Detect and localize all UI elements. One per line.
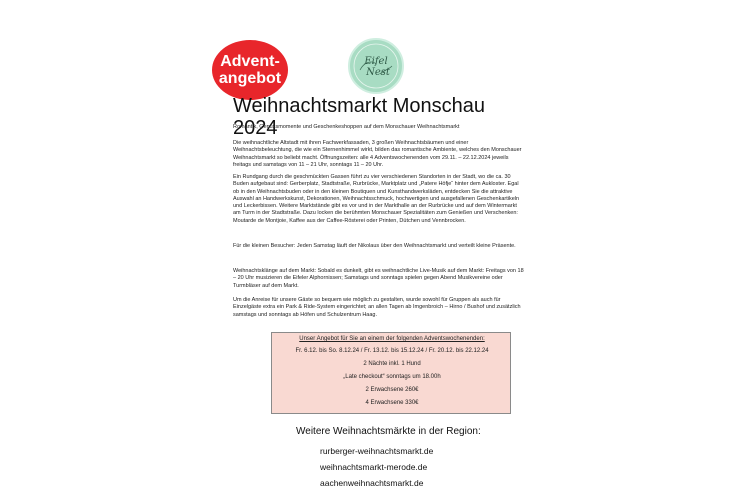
offer-price-4-adults: 4 Erwachsene 330€ [365,400,419,406]
region-link[interactable]: rurberger-weihnachtsmarkt.de [320,446,434,456]
offer-dates: Fr. 6.12. bis So. 8.12.24 / Fr. 13.12. bis 15.12.24 / Fr. 20.12. bis 22.12.24 [295,348,489,354]
offer-checkout: „Late checkout“ sonntags um 18.00h [343,374,441,380]
opening-hours-paragraph: Die weihnachtliche Altstadt mit ihren Fachwerkfassaden, 3 großen Weihnachtsbäumen und einer Weihnachtsbeleuchtung, die wie ein Sternenhimmel wirkt, bilden das romantische Ambiente, welches den Monschauer Weihnachtsmarkt so beliebt macht. Öffnungszeiten: alle 4 Adventswochenenden vom 29.11. – 22.12.2024 jeweils freitags und samstags von 11 – 21 Uhr, sonntags 11 – 20 Uhr. [233,140,522,168]
logo-text-1: Eifel [364,56,388,67]
eifel-nest-logo-icon [348,38,404,94]
offer-heading: Unser Angebot für Sie an einem der folgenden Adventswochenenden: [299,336,485,342]
intro-paragraph: Romantik, Genussmomente und Geschenkeshoppen auf dem Monschauer Weihnachtsmarkt [233,124,460,130]
page-title: Weihnachtsmarkt Monschau 2024 [233,95,485,139]
tour-paragraph: Ein Rundgang durch die geschmückten Gassen führt zu vier verschiedenen Standorten in der Stadt, wo die ca. 30 Buden aufgebaut sind: Gerberplatz, Stadtstraße, Rurbrücke, Marktplatz und „Patere Höfje“ hinter dem Aukloster. Egal ob in den Weihnachtsbuden oder in den kleinen Boutiquen und Kunsthandwerksläden, entdecken Sie die attraktive Auswahl an Handwerkskunst, Dekorationen, Weihnachtsschmuck, hochwertigen und ausgefallenen Geschenkartikeln und Leckerbissen. Weitere Marktstände gibt es vor und in der Markthalle an der Rurbrücke und auf dem Wintermarkt am Turm in der Stadtstraße. Dazu locken die berühmten Monschauer Spezialitäten zum Genießen und Verschenken: Moutarde de Montjoie, Kaffee aus der Caffee-Rösterei oder Printen, Dütchen und Vennbrocken. [233,174,520,224]
offer-price-2-adults: 2 Erwachsene 260€ [365,387,419,393]
offer-nights: 2 Nächte inkl. 1 Hund [363,361,421,367]
badge-line-2: angebot [218,70,282,87]
region-link[interactable]: weihnachtsmarkt-merode.de [320,462,428,472]
region-link[interactable]: aachenweihnachtsmarkt.de [320,478,424,488]
park-ride-paragraph: Um die Anreise für unsere Gäste so bequem wie möglich zu gestalten, wurde sowohl für Gruppen als auch für Einzelgäste extra ein Park & Ride-System eingerichtet; an allen Tagen ab Imgenbroich – Hirno / Bushof und zusätzlich samstags und sonntags ab Höfen und Schulzentrum Haag. [233,297,521,318]
music-paragraph: Weihnachtsklänge auf dem Markt: Sobald es dunkelt, gibt es weihnachtliche Live-Musik auf dem Markt: Freitags von 18 – 20 Uhr musizieren die Eifeler Alphornissen; Samstags und sonntags spielen gegen Abend Musikvereine oder Turmbläser auf dem Markt. [233,268,524,289]
logo-text-2: Nest [366,67,390,78]
children-paragraph: Für die kleinen Besucher: Jeden Samstag läuft der Nikolaus über den Weihnachtsmarkt und verteilt kleine Präsente. [233,243,516,249]
region-heading: Weitere Weihnachtsmärkte in der Region: [296,426,481,437]
advent-offer-badge [212,40,288,100]
offer-box [271,332,511,414]
badge-line-1: Advent- [220,53,280,70]
